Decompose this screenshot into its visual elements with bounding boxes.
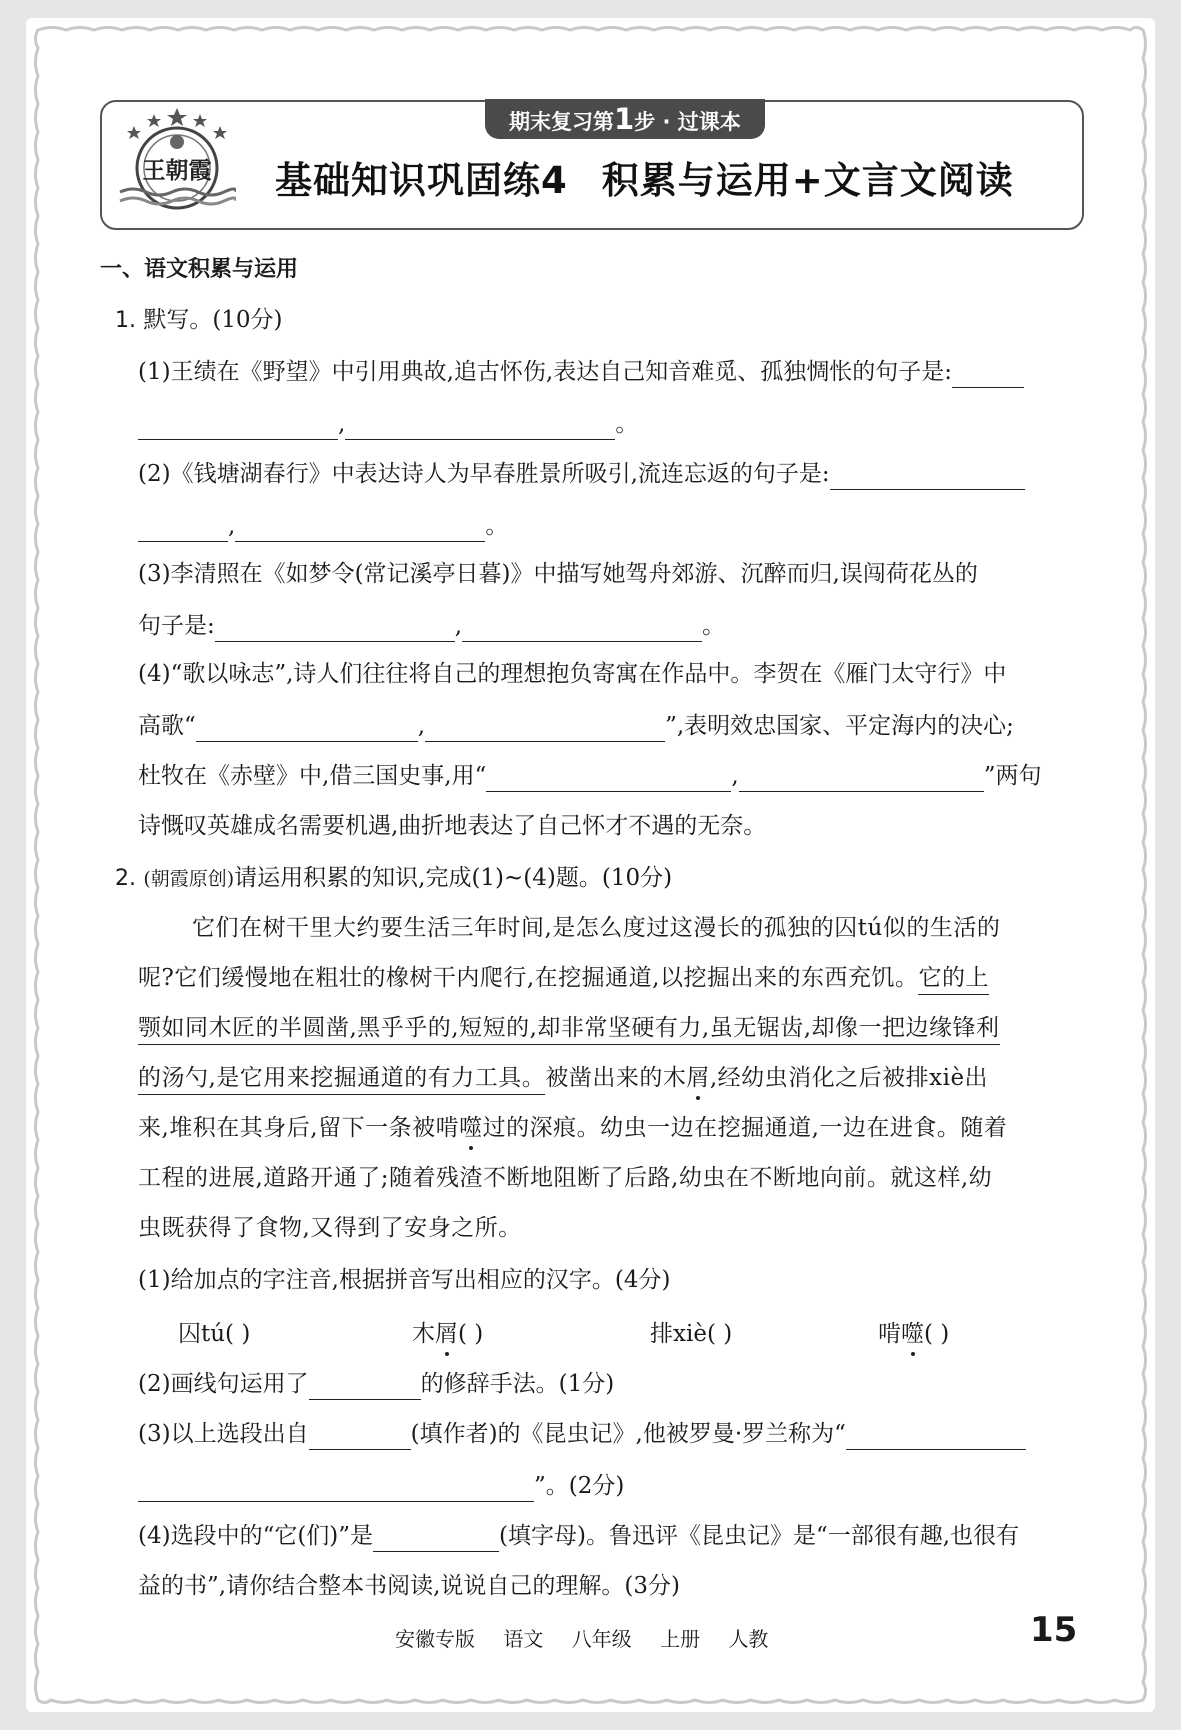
step-tag-suffix: 步 · 过课本: [634, 110, 741, 134]
page-title: [275, 150, 1075, 204]
answer-blank[interactable]: [830, 463, 1025, 490]
q2-sub1-item4[interactable]: [878, 1318, 949, 1350]
q2-sub1-item2[interactable]: [412, 1318, 483, 1350]
answer-blank[interactable]: [486, 765, 731, 792]
passage-text: 被凿出来的木: [545, 1065, 687, 1091]
publisher-logo: [118, 106, 236, 216]
answer-blank[interactable]: [846, 1423, 1026, 1450]
passage-line-2: [138, 962, 989, 994]
separator: ,: [228, 513, 236, 539]
sub4-text: (4)选段中的“它(们)”是: [138, 1523, 374, 1549]
answer-blank[interactable]: [309, 1423, 411, 1450]
answer-blank[interactable]: [196, 715, 418, 742]
passage-text: 来,堆积在其身后,留下一条被啃: [138, 1115, 460, 1141]
answer-blank[interactable]: [138, 413, 338, 440]
quote-open: 杜牧在《赤壁》中,借三国史事,用“: [138, 763, 487, 789]
q1-title: 默写。(10分): [143, 307, 283, 333]
q2-number: 2.: [115, 866, 136, 891]
q2-sub1-item1[interactable]: [178, 1318, 250, 1350]
answer-blank[interactable]: [739, 765, 984, 792]
quote-close-text: ”,表明效忠国家、平定海内的决心;: [665, 713, 1014, 739]
page-footer: [395, 1623, 790, 1652]
quote-close-text: ”两句: [983, 763, 1042, 789]
answer-blank[interactable]: [235, 515, 485, 542]
q1-item2-cont: [138, 510, 508, 542]
sub3-text: (3)以上选段出自: [138, 1421, 309, 1447]
step-number: 1: [614, 102, 635, 136]
answer-blank[interactable]: [373, 1525, 499, 1552]
answer-blank[interactable]: [425, 715, 665, 742]
passage-text: 呢?它们缓慢地在粗壮的橡树干内爬行,在挖掘通道,以挖掘出来的东西充饥。: [138, 965, 919, 991]
dotted-char: 屑: [686, 1065, 710, 1091]
sub3-text: ”。(2分): [534, 1473, 625, 1499]
period: 。: [615, 411, 639, 437]
q2-source: (朝霞原创): [143, 868, 235, 890]
q2-sub4-cont: 益的书”,请你结合整本书阅读,说说自己的理解。(3分): [138, 1573, 680, 1599]
footer-volume: 上册: [660, 1627, 701, 1651]
passage-line-3: [138, 1012, 1000, 1044]
q1-item1: [138, 356, 1024, 388]
q1-item2-text: (2)《钱塘湖春行》中表达诗人为早春胜景所吸引,流连忘返的句子是:: [138, 461, 830, 487]
svg-text:王朝霞: 王朝霞: [142, 157, 212, 184]
passage-line-4: [138, 1062, 988, 1094]
step-tag-prefix: 期末复习第: [509, 110, 614, 134]
q2-title: 请运用积累的知识,完成(1)~(4)题。(10分): [234, 865, 673, 891]
sub3-text: (填作者)的《昆虫记》,他被罗曼·罗兰称为“: [410, 1421, 846, 1447]
q1-item1-cont: [138, 408, 638, 440]
answer-blank[interactable]: [462, 615, 702, 642]
sub2-text: 的修辞手法。(1分): [420, 1371, 615, 1397]
period: 。: [702, 613, 726, 639]
q1-item4-line2: [138, 710, 1014, 742]
answer-blank[interactable]: [138, 515, 228, 542]
q2-sub4: [138, 1520, 1019, 1552]
answer-blank[interactable]: [309, 1373, 421, 1400]
page-title-left: 基础知识巩固练4: [275, 159, 568, 202]
underlined-sentence: 颚如同木匠的半圆凿,黑乎乎的,短短的,却非常坚硬有力,虽无锯齿,却像一把边缘锋利: [138, 1015, 1000, 1045]
q1-item3-label: 句子是:: [138, 613, 215, 639]
dotted-char: 屑: [435, 1321, 458, 1347]
passage-line-1: 它们在树干里大约要生活三年时间,是怎么度过这漫长的孤独的囚tú似的生活的: [192, 915, 1001, 941]
answer-paren: ( ): [458, 1321, 484, 1347]
q2-heading: [115, 862, 672, 895]
passage-text: ,经幼虫消化之后被排xiè出: [709, 1065, 989, 1091]
quote-open: 高歌“: [138, 713, 196, 739]
q2-sub3-cont: [138, 1470, 624, 1502]
separator: ,: [417, 713, 426, 739]
footer-publisher: 人教: [728, 1627, 769, 1651]
footer-grade: 八年级: [571, 1627, 632, 1651]
passage-text: 过的深痕。幼虫一边在挖掘通道,一边在进食。随着: [482, 1115, 1008, 1141]
period: 。: [485, 513, 509, 539]
answer-paren: ): [234, 1321, 251, 1347]
q2-sub1-item3[interactable]: [650, 1318, 732, 1350]
q1-number: 1.: [115, 308, 136, 333]
q1-item4-line3: [138, 760, 1041, 792]
q1-item3: (3)李清照在《如梦令(常记溪亭日暮)》中描写她驾舟郊游、沉醉而归,误闯荷花丛的: [138, 561, 978, 587]
answer-blank[interactable]: [215, 615, 455, 642]
passage-line-7: 虫既获得了食物,又得到了安身之所。: [138, 1215, 522, 1241]
separator: ,: [731, 763, 739, 789]
answer-paren: ( ): [924, 1321, 950, 1347]
q1-item1-text: (1)王绩在《野望》中引用典故,追古怀伤,表达自己知音难觅、孤独惆怅的句子是:: [138, 359, 952, 385]
footer-subject: 语文: [503, 1627, 544, 1651]
answer-blank[interactable]: [952, 361, 1024, 388]
q1-item2: [138, 458, 1025, 490]
item-text: 啃: [878, 1321, 901, 1347]
separator: ,: [338, 411, 346, 437]
section-title: 一、语文积累与运用: [100, 257, 299, 282]
q1-item4: (4)“歌以咏志”,诗人们往往将自己的理想抱负寄寓在作品中。李贺在《雁门太守行》中: [138, 661, 1007, 687]
q1-item4-line4: 诗慨叹英雄成名需要机遇,曲折地表达了自己怀才不遇的无奈。: [138, 813, 767, 839]
separator: ,: [454, 613, 463, 639]
item-text: 木: [412, 1321, 435, 1347]
passage-line-5: [138, 1112, 1007, 1144]
sub4-text: (填字母)。鲁迅评《昆虫记》是“一部很有趣,也很有: [499, 1523, 1020, 1549]
passage-line-6: 工程的进展,道路开通了;随着残渣不断地阻断了后路,幼虫在不断地向前。就这样,幼: [138, 1165, 993, 1191]
q1-item3-cont: [138, 610, 725, 642]
answer-blank[interactable]: [138, 1475, 534, 1502]
q2-sub1-title: (1)给加点的字注音,根据拼音写出相应的汉字。(4分): [138, 1267, 671, 1293]
answer-blank[interactable]: [345, 413, 615, 440]
footer-edition: 安徽专版: [395, 1627, 475, 1651]
dotted-char: 噬: [459, 1115, 483, 1141]
page-title-right: 积累与运用+文言文阅读: [601, 159, 1014, 202]
q1-heading: [115, 304, 283, 337]
sub2-text: (2)画线句运用了: [138, 1371, 309, 1397]
q2-sub2: [138, 1368, 614, 1400]
underlined-sentence: 的汤勺,是它用来挖掘通道的有力工具。: [138, 1065, 545, 1095]
item-text: 排xiè(: [650, 1321, 716, 1347]
dotted-char: 噬: [901, 1321, 924, 1347]
step-tag: [485, 99, 765, 139]
page-number: 15: [1030, 1610, 1078, 1650]
answer-paren: ): [715, 1321, 733, 1347]
underlined-sentence: 它的上: [918, 965, 989, 995]
item-text: 囚tú(: [178, 1321, 235, 1347]
q2-sub3: [138, 1418, 1026, 1450]
